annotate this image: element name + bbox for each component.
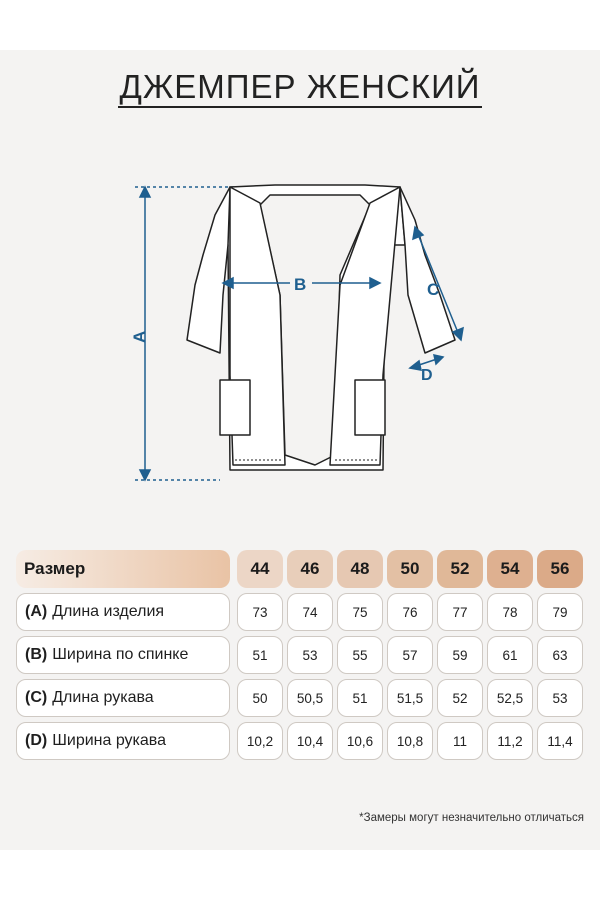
header-size-56: 56 — [537, 550, 583, 588]
table-cell: 11,2 — [487, 722, 533, 760]
table-cell: 10,6 — [337, 722, 383, 760]
table-cell: 50 — [237, 679, 283, 717]
table-cell: 59 — [437, 636, 483, 674]
header-size-46: 46 — [287, 550, 333, 588]
table-cell: 10,2 — [237, 722, 283, 760]
header-size-50: 50 — [387, 550, 433, 588]
header-size-54: 54 — [487, 550, 533, 588]
table-cell: 51 — [337, 679, 383, 717]
table-cell: 55 — [337, 636, 383, 674]
row-label-sleeve-length: (C) Длина рукава — [16, 679, 230, 717]
measure-c-label: C — [427, 280, 440, 299]
table-cell: 51 — [237, 636, 283, 674]
header-size-52: 52 — [437, 550, 483, 588]
measure-a-label: A — [130, 330, 149, 343]
row-label-length: (A) Длина изделия — [16, 593, 230, 631]
table-cell: 79 — [537, 593, 583, 631]
table-cell: 63 — [537, 636, 583, 674]
table-cell: 10,4 — [287, 722, 333, 760]
page-title: ДЖЕМПЕР ЖЕНСКИЙ — [119, 68, 481, 105]
table-cell: 53 — [287, 636, 333, 674]
header-size-48: 48 — [337, 550, 383, 588]
measurement-footnote: *Замеры могут незначительно отличаться — [359, 812, 584, 824]
table-cell: 11 — [437, 722, 483, 760]
table-cell: 75 — [337, 593, 383, 631]
table-cell: 52 — [437, 679, 483, 717]
table-cell: 57 — [387, 636, 433, 674]
table-cell: 76 — [387, 593, 433, 631]
measure-b-label: B — [294, 275, 307, 294]
table-cell: 52,5 — [487, 679, 533, 717]
table-cell: 50,5 — [287, 679, 333, 717]
table-cell: 61 — [487, 636, 533, 674]
table-cell: 78 — [487, 593, 533, 631]
table-cell: 10,8 — [387, 722, 433, 760]
table-cell: 77 — [437, 593, 483, 631]
row-label-back-width: (B) Ширина по спинке — [16, 636, 230, 674]
header-size-44: 44 — [237, 550, 283, 588]
header-size-label: Размер — [16, 550, 230, 588]
table-cell: 53 — [537, 679, 583, 717]
table-cell: 73 — [237, 593, 283, 631]
title-underline — [118, 106, 482, 108]
row-label-sleeve-width: (D) Ширина рукава — [16, 722, 230, 760]
measure-d-label: D — [421, 367, 433, 384]
table-cell: 11,4 — [537, 722, 583, 760]
table-cell: 51,5 — [387, 679, 433, 717]
garment-diagram — [125, 175, 475, 495]
table-cell: 74 — [287, 593, 333, 631]
